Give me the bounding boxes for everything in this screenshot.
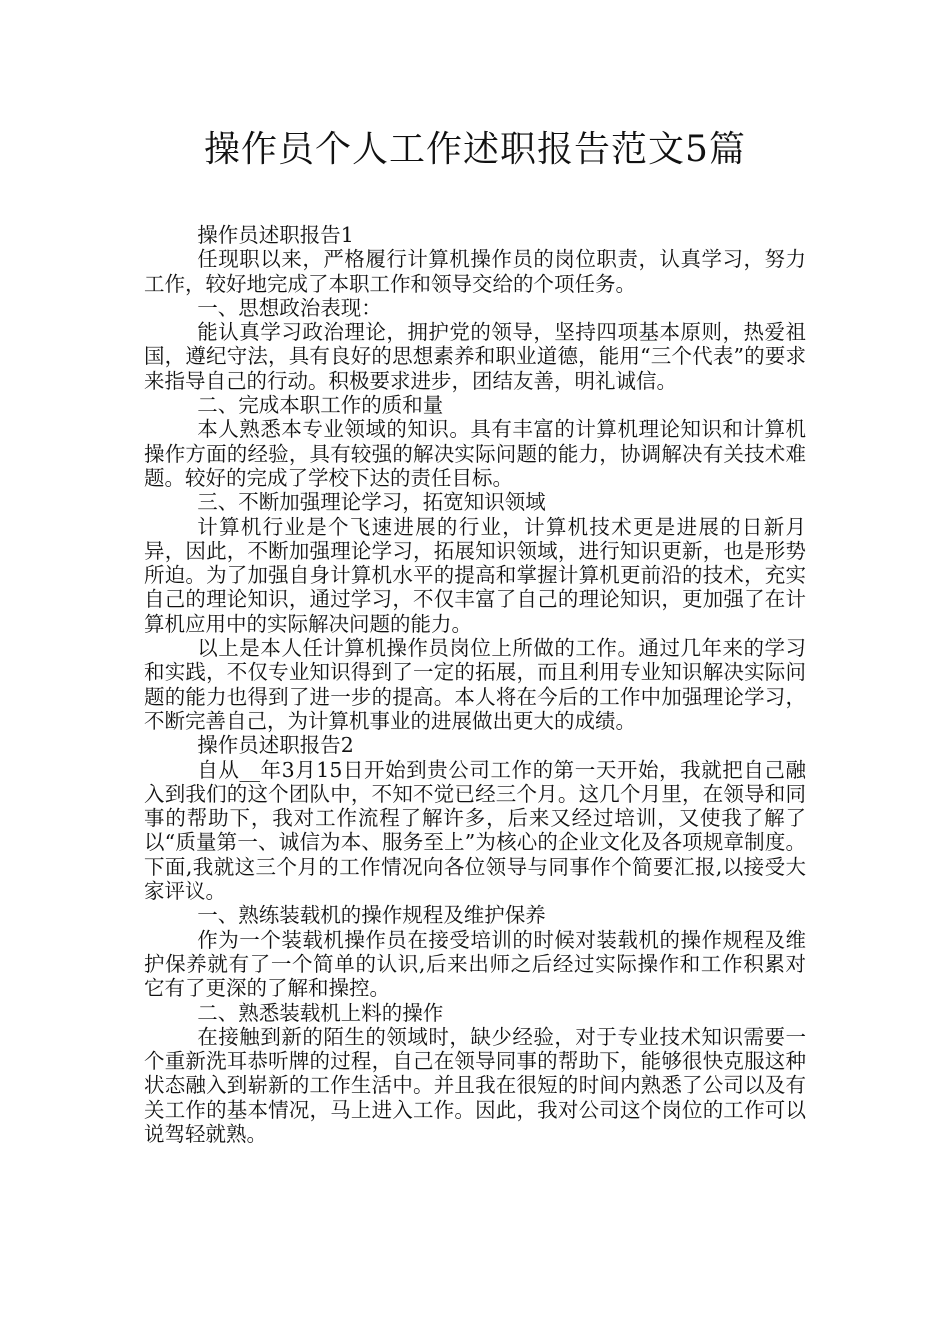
- body-paragraph: 以上是本人任计算机操作员岗位上所做的工作。通过几年来的学习和实践，不仅专业知识得到了一定的拓展，而且利用专业知识解决实际问题的能力也得到了进一步的提高。本人将在今后的工作中加强理论学习，不断完善自己，为计算机事业的进展做出更大的成绩。: [144, 636, 806, 733]
- document-title: 操作员个人工作述职报告范文5篇: [204, 129, 746, 170]
- section-heading: 一、熟练装载机的操作规程及维护保养: [197, 903, 546, 928]
- body-paragraph: 计算机行业是个飞速进展的行业，计算机技术更是进展的日新月异，因此，不断加强理论学习，拓展知识领域，进行知识更新，也是形势所迫。为了加强自身计算机水平的提高和掌握计算机更前沿的技术，充实自己的理论知识，通过学习，不仅丰富了自己的理论知识，更加强了在计算机应用中的实际解决问题的能力。: [144, 514, 806, 636]
- section-heading: 操作员述职报告1: [197, 223, 354, 247]
- section-heading: 三、不断加强理论学习，拓宽知识领域: [197, 490, 546, 515]
- body-paragraph: 能认真学习政治理论，拥护党的领导，坚持四项基本原则，热爱祖国，遵纪守法，具有良好的思想素养和职业道德，能用“三个代表”的要求来指导自己的行动。积极要求进步，团结友善，明礼诚信。: [144, 320, 806, 393]
- body-paragraph: 自从__年3月15日开始到贵公司工作的第一天开始，我就把自己融入到我们的这个团队中，不知不觉已经三个月。这几个月里，在领导和同事的帮助下，我对工作流程了解许多，后来又经过培训，又使我了解了以“质量第一、诚信为本、服务至上”为核心的企业文化及各项规章制度。下面,我就这三个月的工作情况向各位领导与同事作个简要汇报,以接受大家评议。: [144, 757, 806, 904]
- body-paragraph: 本人熟悉本专业领域的知识。具有丰富的计算机理论知识和计算机操作方面的经验，具有较强的解决实际问题的能力，协调解决有关技术难题。较好的完成了学校下达的责任目标。: [144, 417, 806, 490]
- body-paragraph: 作为一个装载机操作员在接受培训的时候对装载机的操作规程及维护保养就有了一个简单的认识,后来出师之后经过实际操作和工作积累对它有了更深的了解和操控。: [144, 927, 806, 1001]
- section-heading: 二、完成本职工作的质和量: [197, 393, 444, 418]
- section-heading: 操作员述职报告2: [197, 733, 354, 758]
- section-heading: 一、思想政治表现：: [197, 295, 382, 320]
- document-body: [144, 223, 806, 1146]
- section-heading: 二、熟悉装载机上料的操作: [197, 1000, 444, 1025]
- body-paragraph: 任现职以来，严格履行计算机操作员的岗位职责，认真学习，努力工作，较好地完成了本职工作和领导交给的个项任务。: [144, 247, 806, 296]
- body-paragraph: 在接触到新的陌生的领域时，缺少经验，对于专业技术知识需要一个重新洗耳恭听牌的过程，自己在领导同事的帮助下，能够很快克服这种状态融入到崭新的工作生活中。并且我在很短的时间内熟悉了公司以及有关工作的基本情况，马上进入工作。因此，我对公司这个岗位的工作可以说驾轻就熟。: [144, 1024, 806, 1146]
